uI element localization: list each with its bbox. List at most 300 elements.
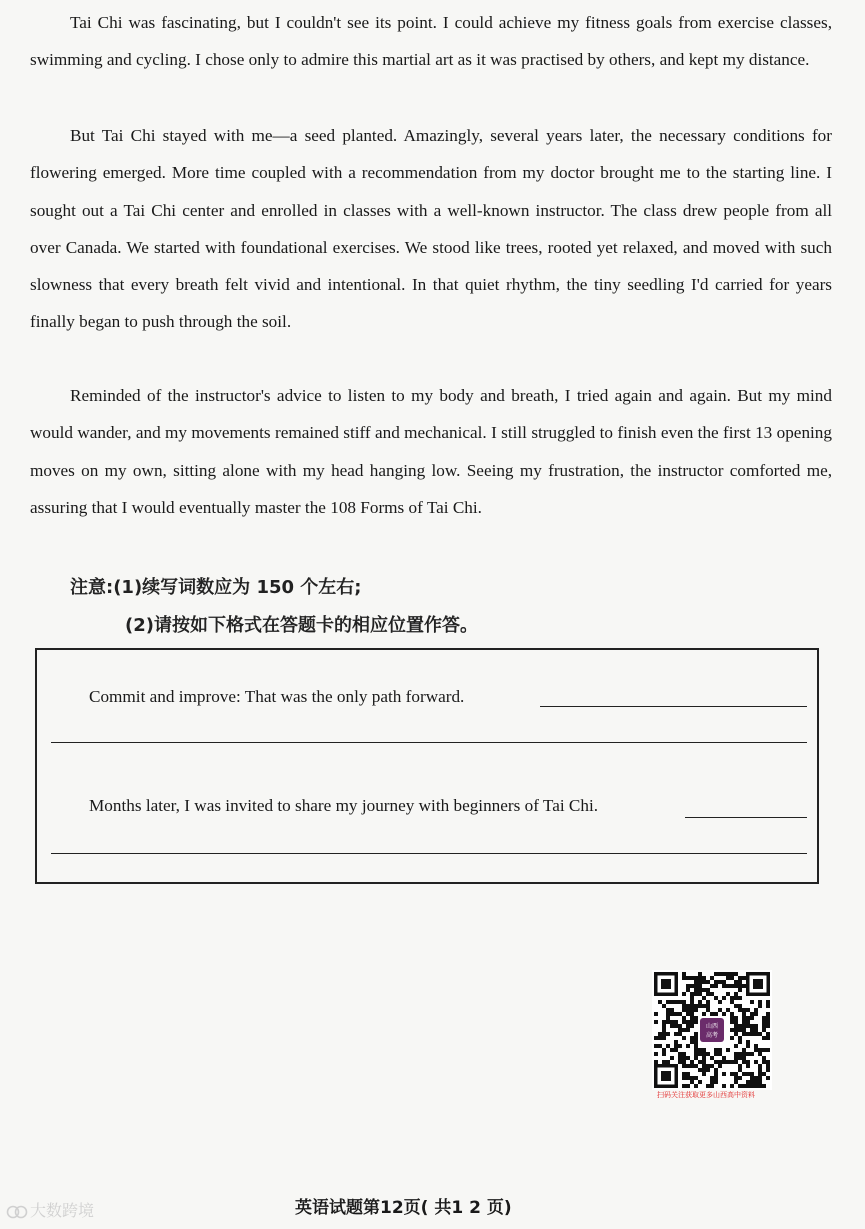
qr-module <box>698 1080 702 1084</box>
qr-module <box>734 1056 738 1060</box>
qr-module <box>766 1012 770 1016</box>
qr-module <box>754 1032 758 1036</box>
qr-module <box>742 1072 746 1076</box>
qr-module <box>726 1048 730 1052</box>
qr-module <box>686 1024 690 1028</box>
qr-module <box>742 984 746 988</box>
qr-module <box>718 1000 722 1004</box>
qr-module <box>746 1052 750 1056</box>
qr-module <box>674 1020 678 1024</box>
qr-module <box>662 1052 666 1056</box>
qr-module <box>758 1068 762 1072</box>
qr-module <box>694 980 698 984</box>
qr-module <box>654 1036 658 1040</box>
qr-module <box>690 1004 694 1008</box>
qr-module <box>690 1000 694 1004</box>
qr-module <box>682 1072 686 1076</box>
qr-center-label-2: 高考 <box>705 1032 719 1039</box>
qr-module <box>730 1016 734 1020</box>
qr-module <box>766 1064 770 1068</box>
qr-module <box>658 1000 662 1004</box>
qr-module <box>706 988 710 992</box>
qr-module <box>654 1044 658 1048</box>
qr-module <box>758 1064 762 1068</box>
qr-module <box>758 1032 762 1036</box>
qr-module <box>766 1036 770 1040</box>
qr-module <box>734 1020 738 1024</box>
qr-module <box>674 1012 678 1016</box>
qr-module <box>710 1012 714 1016</box>
qr-module <box>726 972 730 976</box>
qr-code[interactable] <box>652 970 772 1090</box>
qr-module <box>766 1000 770 1004</box>
qr-module <box>694 1032 698 1036</box>
qr-module <box>674 1024 678 1028</box>
qr-module <box>754 1080 758 1084</box>
qr-module <box>686 1076 690 1080</box>
qr-finder-bottom-left <box>654 1064 678 1088</box>
qr-module <box>742 1032 746 1036</box>
qr-module <box>734 1080 738 1084</box>
qr-module <box>758 1076 762 1080</box>
qr-module <box>702 988 706 992</box>
qr-module <box>678 1044 682 1048</box>
qr-module <box>730 1000 734 1004</box>
qr-module <box>750 1072 754 1076</box>
qr-module <box>750 1000 754 1004</box>
qr-module <box>662 1048 666 1052</box>
qr-module <box>710 1064 714 1068</box>
qr-module <box>710 1056 714 1060</box>
qr-module <box>762 1048 766 1052</box>
qr-module <box>762 1084 766 1088</box>
watermark-text: 大数跨境 <box>30 1201 95 1220</box>
qr-module <box>734 972 738 976</box>
qr-module <box>686 1044 690 1048</box>
qr-module <box>682 1060 686 1064</box>
qr-module <box>742 1008 746 1012</box>
qr-module <box>694 1084 698 1088</box>
qr-module <box>662 1032 666 1036</box>
qr-module <box>686 1064 690 1068</box>
qr-module <box>694 984 698 988</box>
qr-module <box>738 980 742 984</box>
qr-module <box>754 1048 758 1052</box>
qr-module <box>702 1060 706 1064</box>
qr-module <box>762 1036 766 1040</box>
qr-module <box>674 1040 678 1044</box>
qr-module <box>722 1056 726 1060</box>
qr-module <box>674 1044 678 1048</box>
qr-module <box>658 1036 662 1040</box>
qr-module <box>754 1084 758 1088</box>
qr-module <box>730 984 734 988</box>
qr-module <box>738 996 742 1000</box>
qr-module <box>710 992 714 996</box>
qr-module <box>746 1032 750 1036</box>
qr-module <box>718 1060 722 1064</box>
qr-module <box>762 1016 766 1020</box>
qr-module <box>714 1076 718 1080</box>
qr-module <box>678 1056 682 1060</box>
qr-module <box>746 1008 750 1012</box>
qr-module <box>722 1084 726 1088</box>
qr-module <box>742 1084 746 1088</box>
qr-module <box>678 1024 682 1028</box>
qr-module <box>706 1084 710 1088</box>
qr-module <box>722 1012 726 1016</box>
qr-module <box>718 1064 722 1068</box>
qr-module <box>718 972 722 976</box>
qr-module <box>738 1068 742 1072</box>
qr-module <box>694 1052 698 1056</box>
qr-module <box>662 1024 666 1028</box>
qr-module <box>690 1040 694 1044</box>
qr-module <box>734 980 738 984</box>
qr-module <box>686 1004 690 1008</box>
qr-module <box>766 1060 770 1064</box>
qr-module <box>690 1024 694 1028</box>
qr-module <box>702 1068 706 1072</box>
qr-module <box>670 1048 674 1052</box>
qr-module <box>762 1056 766 1060</box>
qr-module <box>758 1004 762 1008</box>
qr-module <box>742 1048 746 1052</box>
watermark-logo-icon <box>6 1204 28 1220</box>
qr-module <box>682 976 686 980</box>
qr-module <box>682 972 686 976</box>
qr-module <box>686 1072 690 1076</box>
qr-center-label-1: 山西 <box>705 1023 719 1030</box>
qr-module <box>714 1080 718 1084</box>
qr-module <box>710 984 714 988</box>
qr-module <box>742 1012 746 1016</box>
qr-module <box>670 1056 674 1060</box>
qr-finder-top-right <box>746 972 770 996</box>
qr-module <box>722 980 726 984</box>
qr-module <box>686 1028 690 1032</box>
qr-module <box>734 1076 738 1080</box>
qr-module <box>682 1052 686 1056</box>
qr-module <box>742 1052 746 1056</box>
qr-module <box>746 1064 750 1068</box>
qr-module <box>694 1004 698 1008</box>
qr-module <box>746 1072 750 1076</box>
qr-module <box>754 1028 758 1032</box>
qr-module <box>702 1048 706 1052</box>
qr-module <box>682 1056 686 1060</box>
qr-module <box>718 980 722 984</box>
qr-module <box>722 984 726 988</box>
qr-module <box>766 1024 770 1028</box>
qr-module <box>714 1052 718 1056</box>
qr-module <box>682 1076 686 1080</box>
qr-module <box>734 984 738 988</box>
qr-module <box>754 1008 758 1012</box>
qr-module <box>766 1004 770 1008</box>
qr-module <box>730 1028 734 1032</box>
qr-module <box>722 1072 726 1076</box>
qr-module <box>766 1048 770 1052</box>
qr-module <box>750 1024 754 1028</box>
qr-module <box>766 1032 770 1036</box>
qr-module <box>674 1032 678 1036</box>
qr-module <box>666 1008 670 1012</box>
qr-module <box>738 1004 742 1008</box>
qr-module <box>738 1084 742 1088</box>
qr-module <box>726 1060 730 1064</box>
qr-module <box>714 984 718 988</box>
qr-module <box>742 1060 746 1064</box>
qr-module <box>694 976 698 980</box>
qr-module <box>734 1016 738 1020</box>
qr-module <box>734 1004 738 1008</box>
qr-module <box>734 996 738 1000</box>
qr-module <box>746 1020 750 1024</box>
qr-module <box>698 976 702 980</box>
qr-module <box>750 1032 754 1036</box>
qr-module <box>714 1048 718 1052</box>
qr-module <box>734 1024 738 1028</box>
qr-module <box>690 1012 694 1016</box>
qr-module <box>702 1072 706 1076</box>
qr-module <box>690 1036 694 1040</box>
qr-module <box>730 972 734 976</box>
qr-module <box>666 1032 670 1036</box>
qr-module <box>698 980 702 984</box>
qr-module <box>730 1036 734 1040</box>
qr-module <box>706 1004 710 1008</box>
qr-module <box>698 1004 702 1008</box>
qr-module <box>690 1020 694 1024</box>
qr-module <box>690 992 694 996</box>
qr-module <box>746 1084 750 1088</box>
qr-module <box>734 992 738 996</box>
qr-module <box>722 996 726 1000</box>
qr-module <box>738 1036 742 1040</box>
qr-module <box>738 1056 742 1060</box>
qr-module <box>706 980 710 984</box>
qr-module <box>698 1000 702 1004</box>
qr-module <box>666 1020 670 1024</box>
qr-module <box>686 988 690 992</box>
qr-module <box>698 992 702 996</box>
qr-module <box>682 1028 686 1032</box>
qr-module <box>706 1008 710 1012</box>
qr-module <box>706 992 710 996</box>
qr-module <box>694 1008 698 1012</box>
qr-module <box>678 1060 682 1064</box>
answer-line[interactable] <box>685 817 807 818</box>
qr-module <box>682 1020 686 1024</box>
qr-module <box>674 1000 678 1004</box>
qr-module <box>718 1048 722 1052</box>
qr-module <box>746 1044 750 1048</box>
qr-module <box>694 992 698 996</box>
qr-module <box>726 992 730 996</box>
continuation-prompt-2: Months later, I was invited to share my journey with beginners of Tai Chi. <box>89 796 599 815</box>
qr-module <box>754 1024 758 1028</box>
qr-module <box>750 1016 754 1020</box>
qr-module <box>690 1060 694 1064</box>
answer-box <box>35 648 819 884</box>
qr-module <box>750 1052 754 1056</box>
qr-module <box>746 1024 750 1028</box>
qr-module <box>766 1076 770 1080</box>
qr-module <box>682 1016 686 1020</box>
qr-module <box>682 1008 686 1012</box>
qr-caption: 扫码关注获取更多山西高中资料 <box>657 1091 755 1099</box>
note-answer-format: (2)请按如下格式在答题卡的相应位置作答。 <box>125 615 478 636</box>
qr-module <box>662 1060 666 1064</box>
qr-module <box>682 1064 686 1068</box>
qr-module <box>678 1012 682 1016</box>
qr-module <box>758 1052 762 1056</box>
qr-module <box>666 1016 670 1020</box>
qr-module <box>698 1060 702 1064</box>
qr-module <box>738 1008 742 1012</box>
qr-module <box>694 1056 698 1060</box>
qr-module <box>738 1052 742 1056</box>
qr-module <box>766 1068 770 1072</box>
qr-module <box>714 1072 718 1076</box>
qr-module <box>762 1028 766 1032</box>
qr-module <box>766 1016 770 1020</box>
qr-module <box>738 1076 742 1080</box>
qr-module <box>718 1008 722 1012</box>
qr-module <box>690 996 694 1000</box>
qr-module <box>666 1060 670 1064</box>
qr-module <box>734 1052 738 1056</box>
qr-module <box>730 976 734 980</box>
qr-module <box>734 1044 738 1048</box>
qr-module <box>654 1020 658 1024</box>
qr-module <box>730 1060 734 1064</box>
qr-module <box>758 1080 762 1084</box>
qr-module <box>702 1012 706 1016</box>
qr-module <box>678 1052 682 1056</box>
qr-module <box>702 1052 706 1056</box>
qr-module <box>738 988 742 992</box>
qr-module <box>754 1060 758 1064</box>
qr-module <box>678 1028 682 1032</box>
qr-module <box>710 976 714 980</box>
qr-module <box>742 1028 746 1032</box>
qr-module <box>746 1040 750 1044</box>
qr-module <box>754 1076 758 1080</box>
answer-line[interactable] <box>51 853 807 854</box>
qr-module <box>694 988 698 992</box>
qr-module <box>682 1036 686 1040</box>
qr-module <box>730 996 734 1000</box>
qr-module <box>714 996 718 1000</box>
qr-module <box>686 1084 690 1088</box>
qr-module <box>734 1032 738 1036</box>
qr-module <box>682 1004 686 1008</box>
qr-module <box>710 1084 714 1088</box>
qr-module <box>750 1080 754 1084</box>
qr-module <box>710 1076 714 1080</box>
qr-module <box>710 1080 714 1084</box>
qr-module <box>730 1012 734 1016</box>
qr-module <box>682 1084 686 1088</box>
qr-module <box>678 1000 682 1004</box>
qr-module <box>718 1052 722 1056</box>
qr-module <box>658 1032 662 1036</box>
qr-module <box>682 1000 686 1004</box>
qr-module <box>726 984 730 988</box>
qr-module <box>670 1008 674 1012</box>
qr-module <box>762 1020 766 1024</box>
qr-module <box>730 1020 734 1024</box>
qr-module <box>738 976 742 980</box>
qr-module <box>694 1016 698 1020</box>
qr-module <box>690 984 694 988</box>
qr-module <box>738 984 742 988</box>
qr-module <box>730 1084 734 1088</box>
qr-module <box>654 1060 658 1064</box>
qr-module <box>694 1044 698 1048</box>
qr-module <box>746 1080 750 1084</box>
qr-module <box>658 1044 662 1048</box>
note-word-count: 注意:(1)续写词数应为 150 个左右; <box>70 577 362 598</box>
qr-module <box>714 1068 718 1072</box>
qr-module <box>750 1084 754 1088</box>
qr-module <box>762 1072 766 1076</box>
continuation-prompt-1: Commit and improve: That was the only path forward. <box>89 687 465 706</box>
qr-module <box>750 1012 754 1016</box>
qr-module <box>706 1064 710 1068</box>
qr-module <box>750 1028 754 1032</box>
qr-module <box>758 1048 762 1052</box>
qr-module <box>758 1000 762 1004</box>
qr-module <box>690 1064 694 1068</box>
qr-module <box>662 1004 666 1008</box>
qr-module <box>706 1068 710 1072</box>
qr-module <box>686 1012 690 1016</box>
qr-module <box>702 1004 706 1008</box>
qr-module <box>722 1060 726 1064</box>
qr-module <box>734 1028 738 1032</box>
qr-module <box>726 1008 730 1012</box>
qr-module <box>662 1028 666 1032</box>
qr-module <box>766 1020 770 1024</box>
qr-module <box>690 1076 694 1080</box>
qr-module <box>698 1048 702 1052</box>
qr-module <box>690 1008 694 1012</box>
qr-module <box>726 976 730 980</box>
qr-module <box>682 992 686 996</box>
qr-module <box>714 972 718 976</box>
qr-module <box>678 1032 682 1036</box>
answer-line[interactable] <box>51 742 807 743</box>
qr-module <box>706 1000 710 1004</box>
qr-module <box>694 1040 698 1044</box>
qr-module <box>686 1008 690 1012</box>
qr-module <box>694 1076 698 1080</box>
qr-module <box>654 1052 658 1056</box>
qr-module <box>754 1044 758 1048</box>
answer-line[interactable] <box>540 706 807 707</box>
qr-module <box>702 976 706 980</box>
qr-module <box>738 1028 742 1032</box>
qr-module <box>738 1064 742 1068</box>
qr-module <box>686 1056 690 1060</box>
qr-module <box>730 1072 734 1076</box>
qr-module <box>742 1020 746 1024</box>
qr-module <box>694 1048 698 1052</box>
qr-module <box>742 1024 746 1028</box>
